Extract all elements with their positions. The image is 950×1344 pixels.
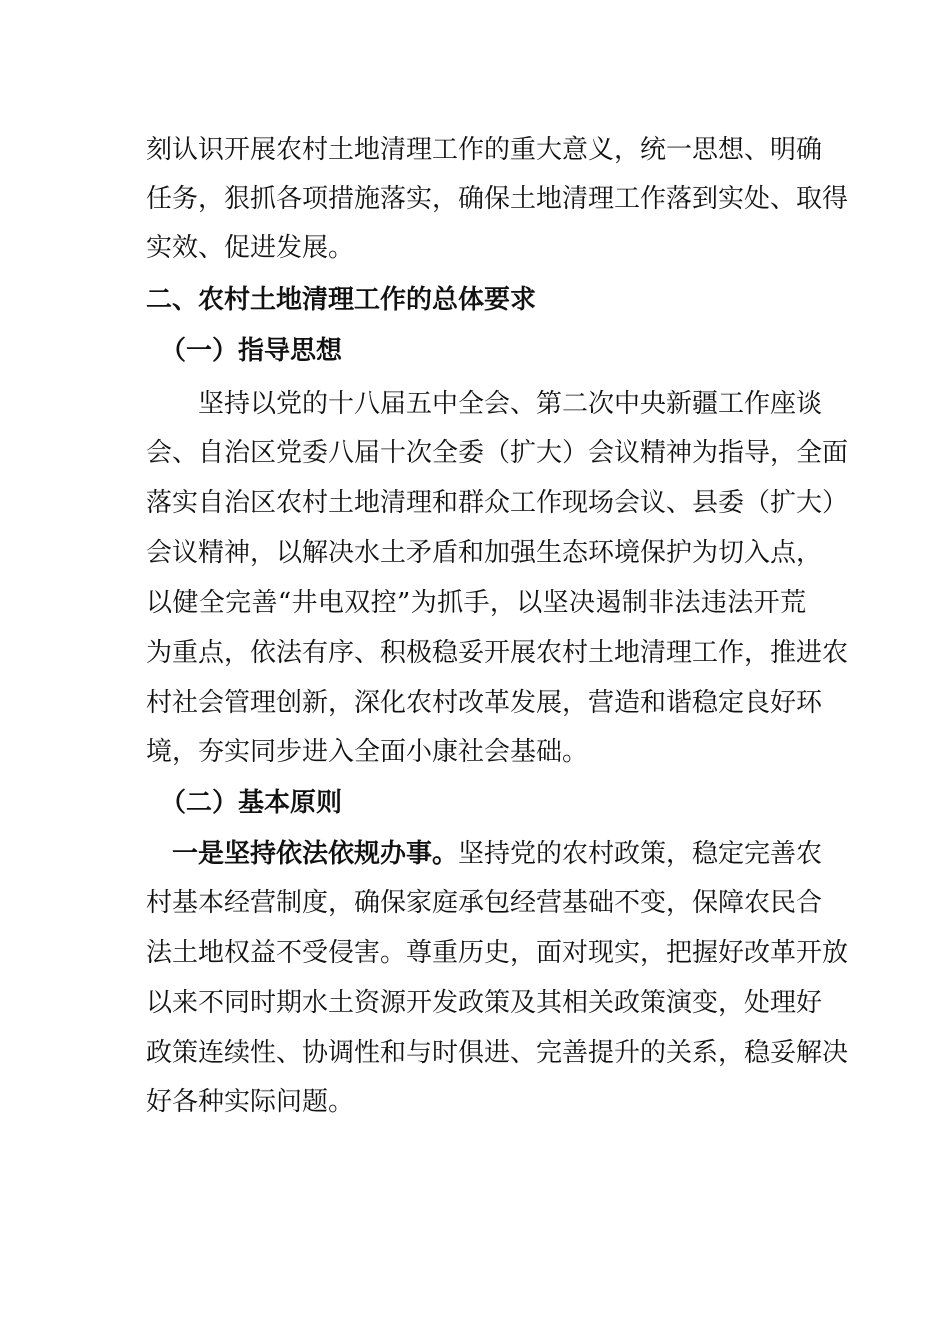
paragraph-line: 政策连续性、协调性和与时俱进、完善提升的关系，稳妥解决: [146, 1038, 849, 1068]
paragraph-line: 以来不同时期水土资源开发政策及其相关政策演变，处理好: [146, 988, 823, 1018]
section-heading: 二、农村土地清理工作的总体要求: [146, 285, 537, 315]
subsection-heading: （一）指导思想: [160, 336, 343, 366]
subsection-heading: （二）基本原则: [160, 788, 343, 818]
paragraph-line: 刻认识开展农村土地清理工作的重大意义，统一思想、明确: [146, 135, 823, 165]
paragraph-line: 坚持以党的十八届五中全会、第二次中央新疆工作座谈: [198, 389, 823, 419]
paragraph-line: 法土地权益不受侵害。尊重历史，面对现实，把握好改革开放: [146, 938, 849, 968]
paragraph-line: 境，夯实同步进入全面小康社会基础。: [146, 737, 589, 767]
principle-title: 一是坚持依法依规办事。: [172, 839, 459, 869]
paragraph-line: 好各种实际问题。: [146, 1087, 355, 1117]
paragraph-line: 实效、促进发展。: [146, 233, 355, 263]
paragraph-line: 会、自治区党委八届十次全委（扩大）会议精神为指导，全面: [146, 438, 849, 468]
paragraph-line: 村基本经营制度，确保家庭承包经营基础不变，保障农民合: [146, 888, 823, 918]
principle-text: 坚持党的农村政策，稳定完善农: [458, 839, 823, 869]
paragraph-line: 落实自治区农村土地清理和群众工作现场会议、县委（扩大）: [146, 488, 849, 518]
paragraph-line: 任务，狠抓各项措施落实，确保土地清理工作落到实处、取得: [146, 184, 849, 214]
paragraph-line: 以健全完善“井电双控”为抓手，以坚决遏制非法违法开荒: [146, 588, 806, 618]
paragraph-line: 会议精神，以解决水土矛盾和加强生态环境保护为切入点，: [146, 538, 823, 568]
paragraph-line: 为重点，依法有序、积极稳妥开展农村土地清理工作，推进农: [146, 638, 849, 668]
paragraph-line: 村社会管理创新，深化农村改革发展，营造和谐稳定良好环: [146, 688, 823, 718]
paragraph-line: [172, 834, 823, 874]
